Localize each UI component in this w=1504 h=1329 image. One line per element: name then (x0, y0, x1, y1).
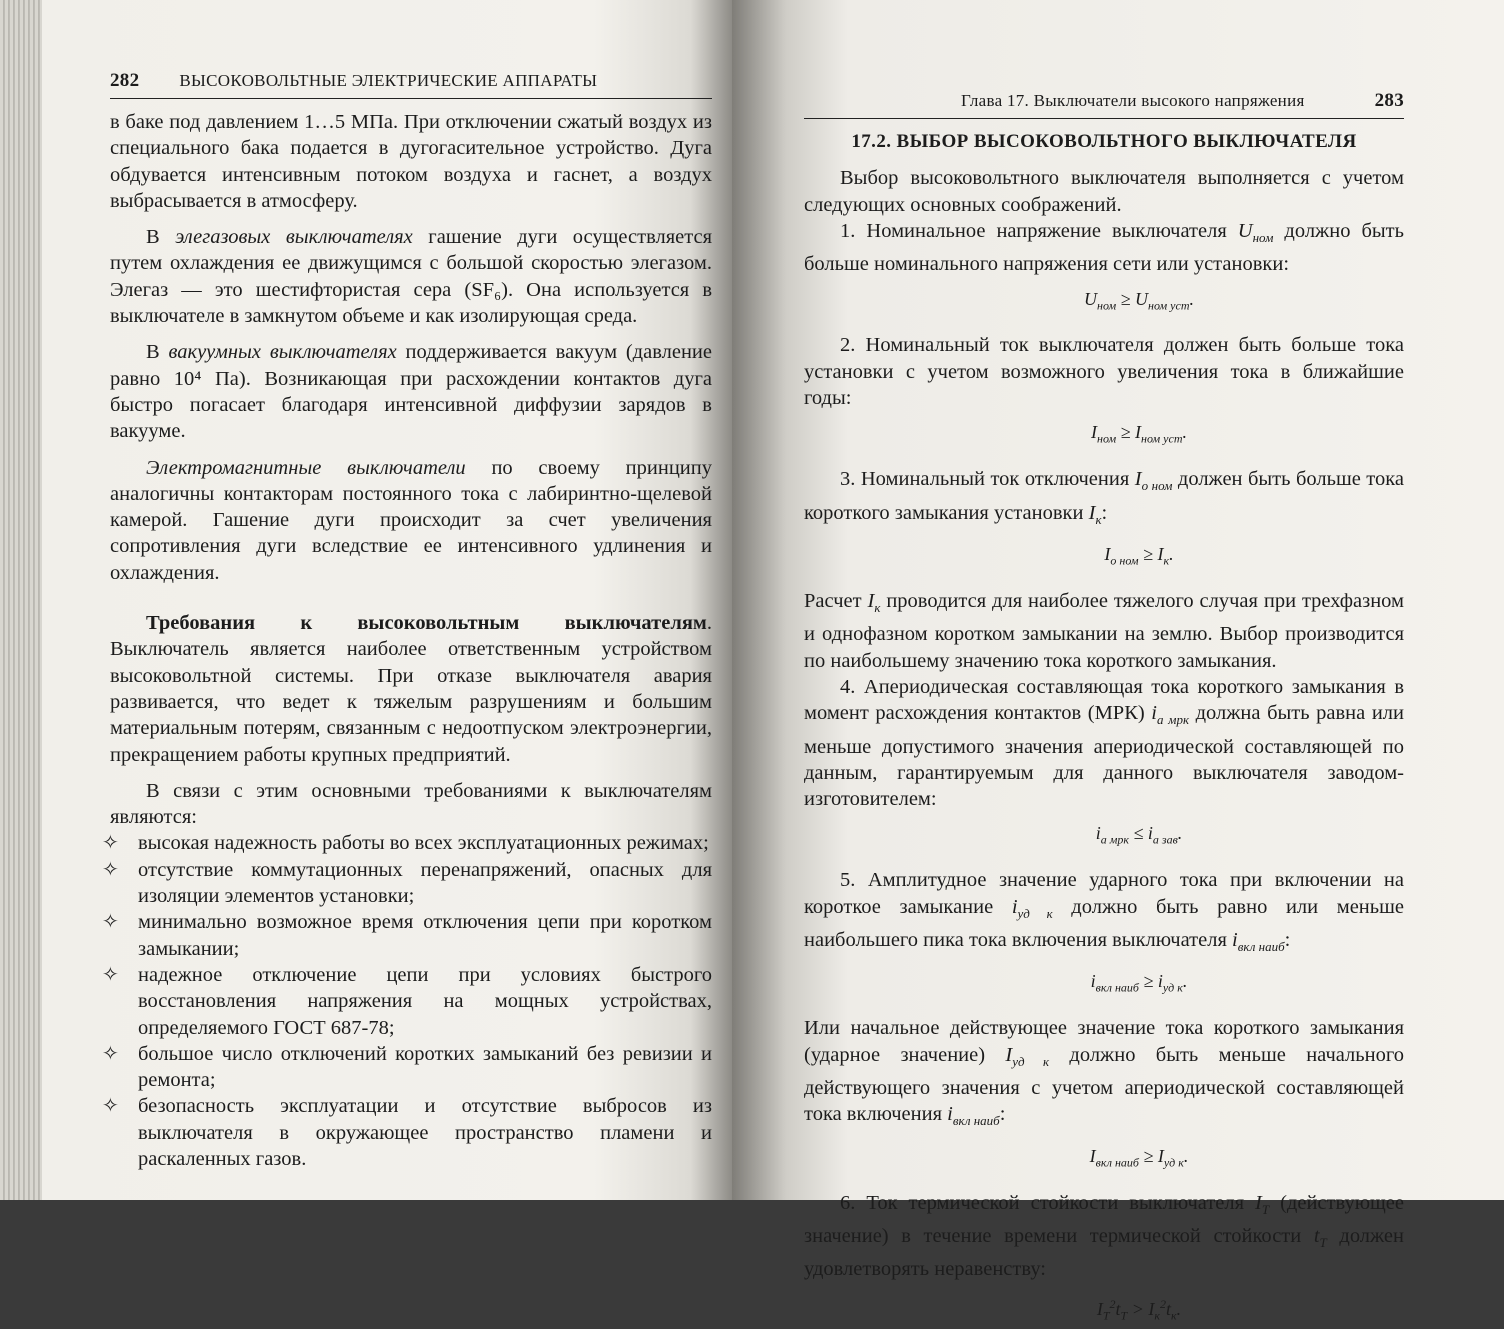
formula-peak-current: $i_{вкл наиб} \ge i_{уд к}$. (1090, 971, 1188, 996)
list-item: ✧ большое число отключений коротких замыканий без ревизии и ремонта; (102, 1042, 712, 1092)
paragraph-item-2: 2. Номинальный ток выключателя должен быть больше тока установки с учетом возможного увеличения тока в ближайшие годы: (804, 334, 1404, 410)
paragraph-item-3: 3. Номинальный ток отключения $I_{о ном}$ должен быть больше тока короткого замыкания установки $I_к$: (804, 468, 1404, 527)
paragraph-calculation: Расчет $I_к$ проводится для наиболее тяжелого случая при трехфазном и однофазном коротком замыкании на землю. Выбор производится по наибольшему значению тока короткого замыкания. (804, 589, 1404, 672)
paragraph-requirements-intro: В связи с этим основными требованиями к выключателям являются: (110, 779, 712, 829)
paragraph-alternative: Или начальное действующее значение тока короткого замыкания (ударное значение) $I_{уд к}$ должно быть меньше начального действующего значения с учетом апериодической составляющей тока включения $i_{вкл наиб}$: (804, 1017, 1404, 1129)
right-page-number: 283 (1374, 90, 1404, 111)
bullet-star-icon: ✧ (102, 1042, 119, 1065)
bullet-star-icon: ✧ (102, 963, 119, 986)
list-item: ✧ высокая надежность работы во всех эксплуатационных режимах; (110, 830, 712, 856)
paragraph-electromagnetic-breakers: Электромагнитные выключатели по своему принципу аналогичны контакторам постоянного тока с лабиринтно-щелевой камерой. Гашение дуги происходит за счет увеличения сопротивления дуги вследствие ее интенсивного удлинения и охлаждения. (110, 456, 712, 584)
left-body-text (102, 109, 712, 1172)
section-title: 17.2. ВЫБОР ВЫСОКОВОЛЬТНОГО ВЫКЛЮЧАТЕЛЯ (851, 131, 1357, 152)
bullet-star-icon: ✧ (102, 911, 119, 934)
paragraph-item-6: 6. Ток термической стойкости выключателя $I_T$ (действующее значение) в течение времени термической стойкости $t_T$ должен удовлетворять неравенству: (804, 1191, 1404, 1281)
requirements-list (102, 830, 712, 1172)
formula-rms-current: $I_{вкл наиб} \ge I_{уд к}$. (1089, 1145, 1189, 1170)
left-page (42, 0, 732, 1200)
formula-voltage: $U_{ном} \ge U_{ном уст}$. (1083, 288, 1195, 313)
paragraph-sf6-breakers: В элегазовых выключателях гашение дуги осуществляется путем охлаждения ее движущимся с большой скоростью элегазом. Элегаз — это шестифтористая сера (SF₆). Она используется в выключателе в замкнутом объеме и как изолирующая среда. (110, 226, 712, 328)
paragraph-intro: Выбор высоковольтного выключателя выполняется с учетом следующих основных соображений. (804, 167, 1404, 216)
list-item: ✧ отсутствие коммутационных перенапряжений, опасных для изоляции элементов установки; (102, 858, 712, 908)
formula-thermal: $I_T^2t_T > I_к^2t_к$. (1096, 1296, 1182, 1323)
left-page-number: 282 (110, 70, 140, 91)
paragraph-item-5: 5. Амплитудное значение ударного тока при включении на короткое замыкание $i_{уд к}$ должно быть равно или меньше наибольшего пика тока включения выключателя $i_{вкл наиб}$: (804, 869, 1405, 955)
bullet-star-icon: ✧ (102, 858, 119, 881)
paragraph-requirements-heading: Требования к высоковольтным выключателям. Выключатель является наиболее ответственным устройством высоковольтной системы. При отказе выключателя авария развивается, что ведет к тяжелым разрушениям и большим материальным потерям, связанным с недоотпуском электроэнергии, прекращением работы крупных предприятий. (110, 612, 712, 766)
right-page (732, 0, 1504, 1323)
list-item: ✧ безопасность эксплуатации и отсутствие выбросов из выключателя в окружающее пространство пламени и раскаленных газов. (102, 1095, 712, 1170)
bullet-star-icon: ✧ (102, 1095, 119, 1118)
formula-aperiodic: $i_{а мрк} \le i_{а зав}$. (1095, 823, 1183, 848)
paragraph-item-4: 4. Апериодическая составляющая тока короткого замыкания в момент расхождения контактов (МРК) $i_{а мрк}$ должна быть равна или меньше допустимого значения апериодической составляющей по данным, гарантируемым для данного выключателя заводом-изготовителем: (804, 675, 1404, 811)
list-item: ✧ надежное отключение цепи при условиях быстрого восстановления напряжения на мощных устройствах, определяемого ГОСТ 687-78; (102, 963, 712, 1039)
formula-breaking-current: $I_{о ном} \ge I_к$. (1104, 544, 1174, 568)
bullet-star-icon: ✧ (102, 832, 119, 855)
list-item: ✧ минимально возможное время отключения цепи при коротком замыкании; (102, 911, 712, 960)
paragraph-vacuum-breakers: В вакуумных выключателях поддерживается вакуум (давление равно 10⁴ Па). Возникающая при расхождении контактов дуга быстро погасает благодаря интенсивной диффузии зарядов в вакууме. (110, 341, 712, 443)
left-running-head (110, 70, 712, 99)
right-running-head (804, 90, 1404, 119)
left-running-title: ВЫСОКОВОЛЬТНЫЕ ЭЛЕКТРИЧЕСКИЕ АППАРАТЫ (179, 71, 598, 90)
right-body-text (804, 129, 1404, 1329)
formula-current: $I_{ном} \ge I_{ном уст}$. (1090, 422, 1187, 446)
paragraph-item-1: 1. Номинальное напряжение выключателя $U_{ном}$ должно быть больше номинального напряжения сети или установки: (804, 219, 1404, 276)
book-page-edges (0, 0, 42, 1200)
paragraph-air-breakers: в баке под давлением 1…5 МПа. При отключении сжатый воздух из специального бака подается в дугогасительное устройство. Дуга обдувается интенсивным потоком воздуха и гаснет, а воздух выбрасывается в атмосферу. (110, 111, 712, 212)
right-running-title: Глава 17. Выключатели высокого напряжения (960, 91, 1305, 110)
